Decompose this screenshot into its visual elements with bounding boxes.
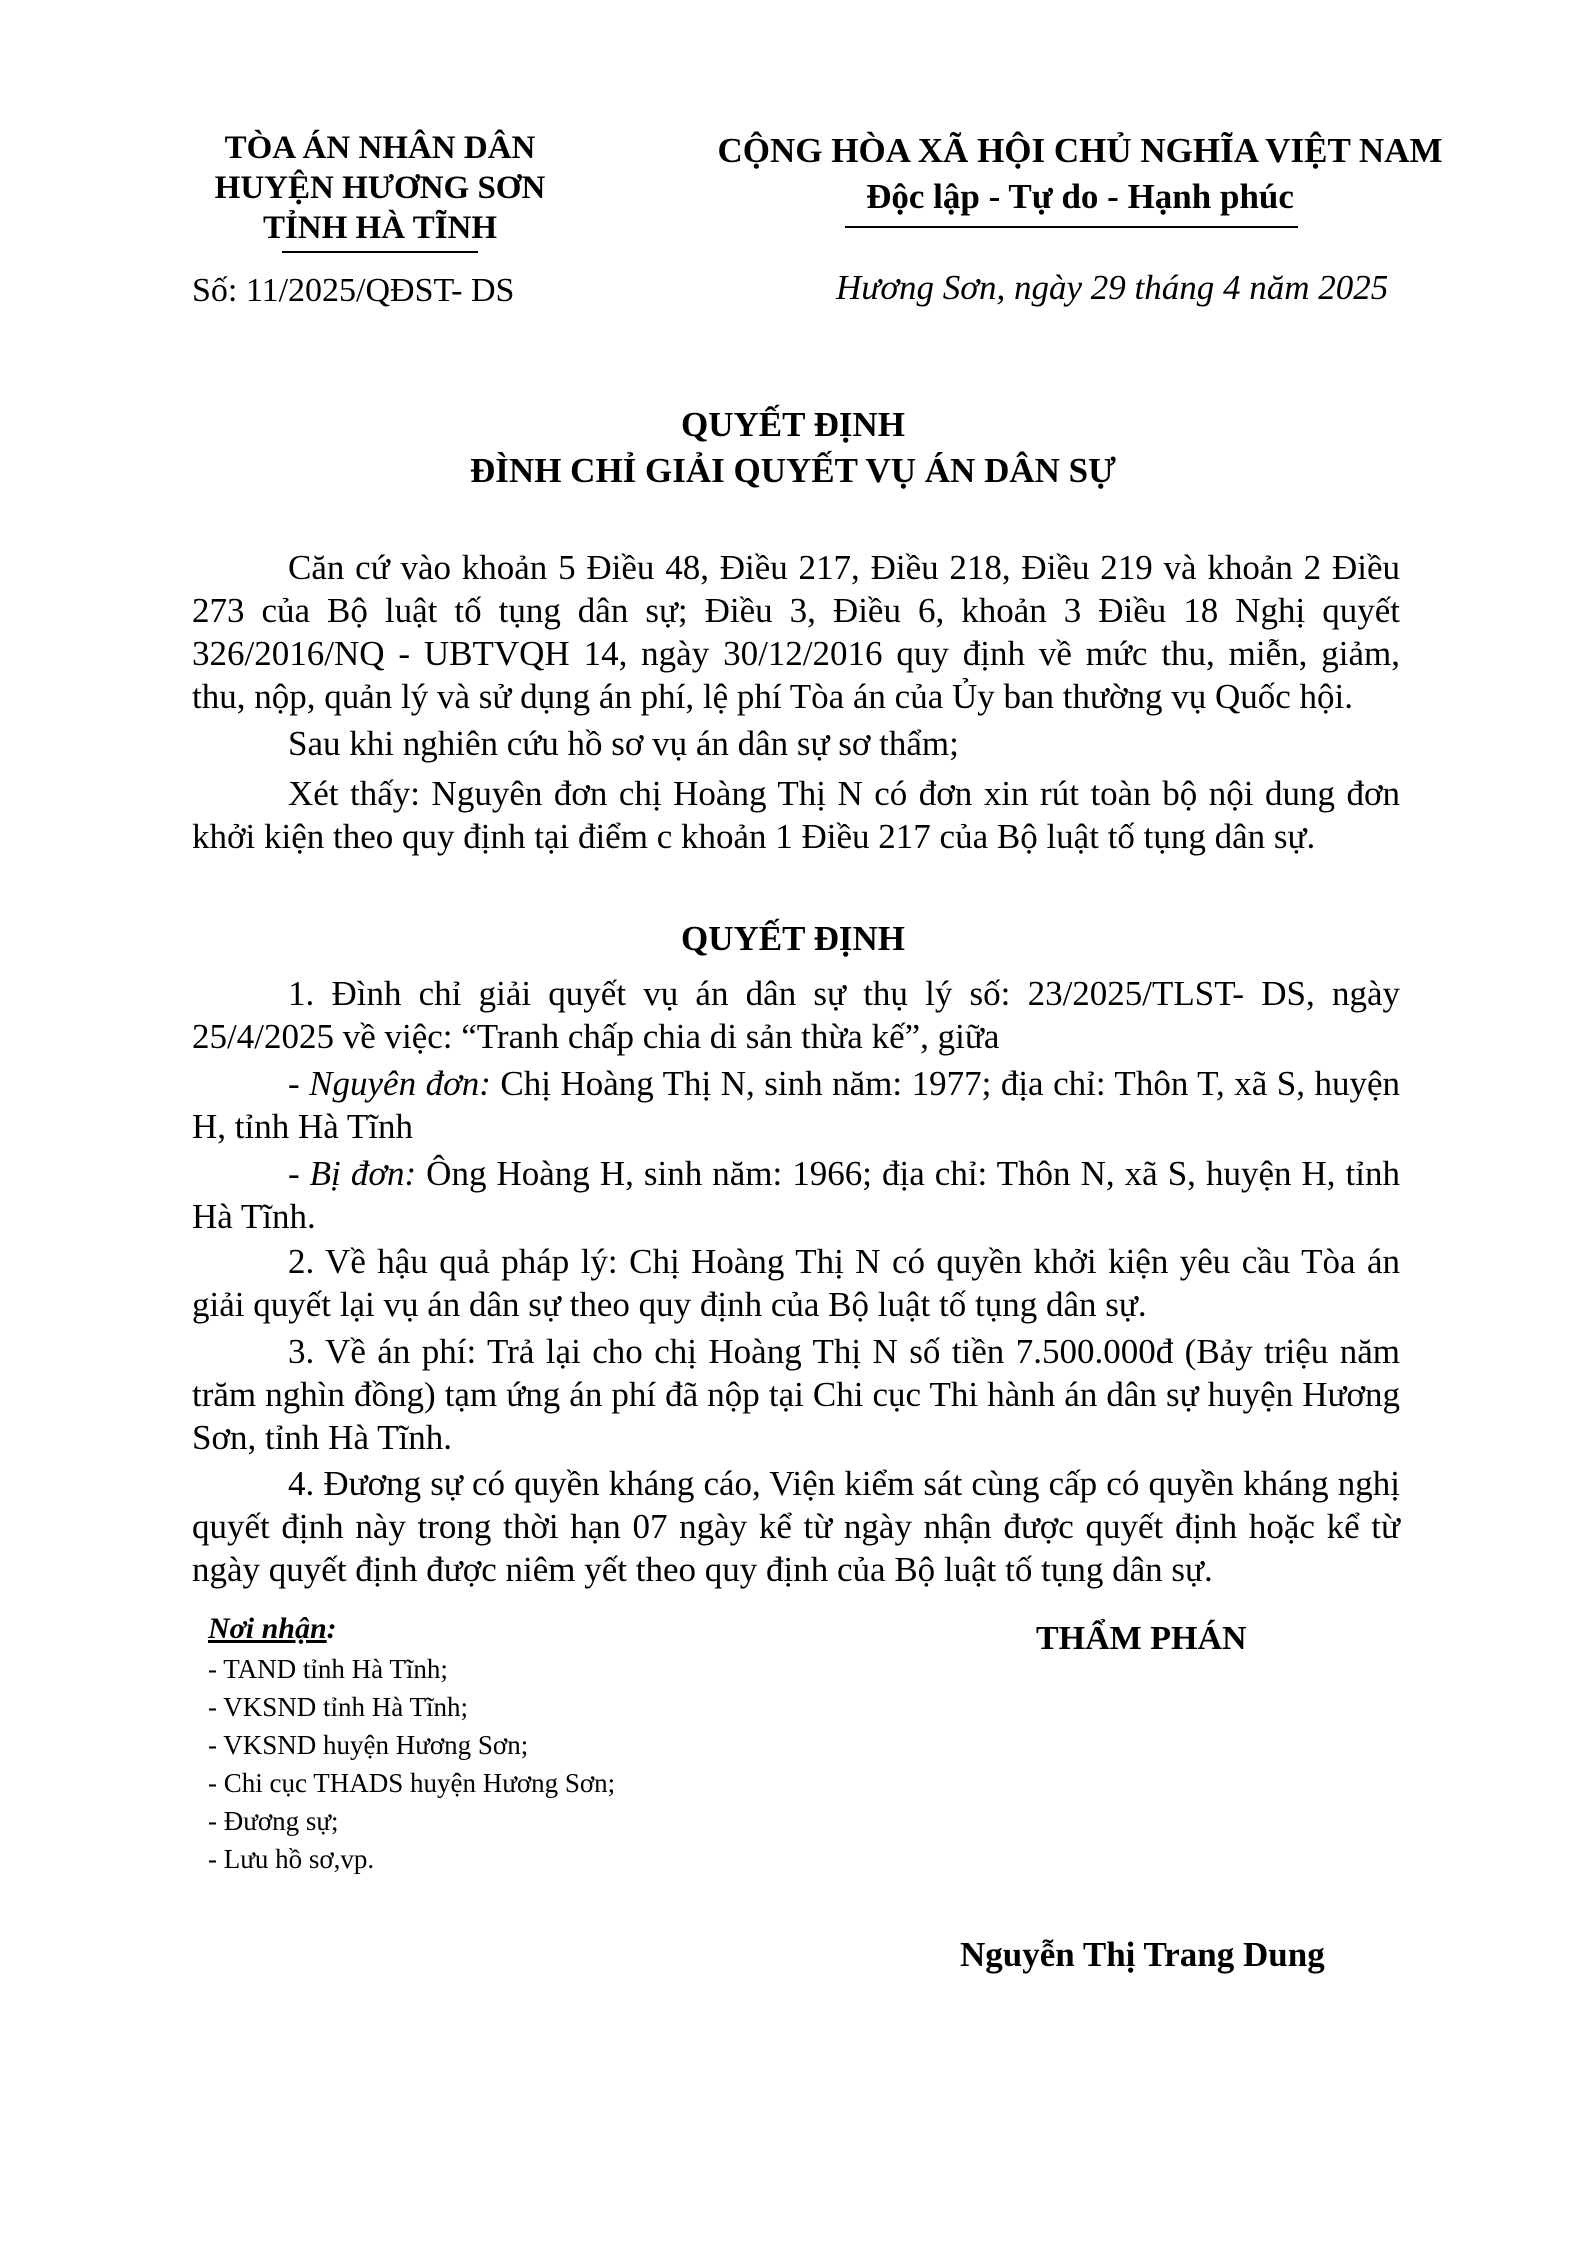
- republic-name: CỘNG HÒA XÃ HỘI CHỦ NGHĨA VIỆT NAM: [717, 131, 1443, 170]
- plaintiff-details: Chị Hoàng Thị N, sinh năm: 1977; địa chỉ: Thôn T, xã S, huyện H, tỉnh Hà Tĩnh: [192, 1064, 1400, 1146]
- court-name-line-1: TÒA ÁN NHÂN DÂN: [224, 130, 536, 166]
- recipients-title: Nơi nhận: [208, 1612, 327, 1645]
- decision-item-3: 3. Về án phí: Trả lại cho chị Hoàng Thị N số tiền 7.500.000đ (Bảy triệu năm trăm nghìn đồng) tạm ứng án phí đã nộp tại Chi cục Thi hành án dân sự huyện Hương Sơn, tỉnh Hà Tĩnh.: [192, 1332, 1400, 1457]
- decision-item-2: 2. Về hậu quả pháp lý: Chị Hoàng Thị N có quyền khởi kiện yêu cầu Tòa án giải quyết lại vụ án dân sự theo quy định của Bộ luật tố tụng dân sự.: [192, 1242, 1400, 1324]
- signer-name: Nguyễn Thị Trang Dung: [960, 1935, 1325, 1974]
- court-name-line-3: TỈNH HÀ TĨNH: [262, 210, 498, 246]
- preamble-legal-basis: Căn cứ vào khoản 5 Điều 48, Điều 217, Điều 218, Điều 219 và khoản 2 Điều 273 của Bộ luật tố tụng dân sự; Điều 3, Điều 6, khoản 3 Điều 18 Nghị quyết 326/2016/NQ - UBTVQH 14, ngày 30/12/2016 quy định về mức thu, miễn, giảm, thu, nộp, quản lý và sử dụng án phí, lệ phí Tòa án của Ủy ban thường vụ Quốc hội.: [192, 548, 1400, 716]
- defendant-paragraph: [192, 1152, 1400, 1238]
- recipient-item: - Lưu hồ sơ,vp.: [208, 1844, 375, 1874]
- recipient-item: - Đương sự;: [208, 1806, 339, 1836]
- decision-item-1: 1. Đình chỉ giải quyết vụ án dân sự thụ lý số: 23/2025/TLST- DS, ngày 25/4/2025 về việc: “Tranh chấp chia di sản thừa kế”, giữa: [192, 974, 1400, 1056]
- court-underline: [282, 251, 478, 253]
- recipient-item: - VKSND huyện Hương Sơn;: [208, 1730, 529, 1760]
- national-heading: [700, 128, 1460, 220]
- signer-role: THẨM PHÁN: [1036, 1620, 1247, 1657]
- defendant-details: Ông Hoàng H, sinh năm: 1966; địa chỉ: Thôn N, xã S, huyện H, tỉnh Hà Tĩnh.: [192, 1154, 1401, 1236]
- plaintiff-label: - Nguyên đơn:: [288, 1064, 491, 1103]
- decision-item-4: 4. Đương sự có quyền kháng cáo, Viện kiểm sát cùng cấp có quyền kháng nghị quyết định này trong thời hạn 07 ngày kể từ ngày nhận được quyết định hoặc kể từ ngày quyết định được niêm yết theo quy định của Bộ luật tố tụng dân sự.: [192, 1464, 1400, 1589]
- document-subtitle: ĐÌNH CHỈ GIẢI QUYẾT VỤ ÁN DÂN SỰ: [470, 451, 1116, 490]
- recipient-item: - TAND tỉnh Hà Tĩnh;: [208, 1654, 448, 1684]
- document-title: QUYẾT ĐỊNH: [681, 405, 905, 444]
- recipients-colon: :: [326, 1612, 337, 1645]
- document-number: Số: 11/2025/QĐST- DS: [192, 272, 515, 309]
- court-name-line-2: HUYỆN HƯƠNG SƠN: [214, 170, 546, 206]
- document-date: Hương Sơn, ngày 29 tháng 4 năm 2025: [836, 268, 1389, 307]
- recipients-heading: [208, 1612, 337, 1646]
- national-motto: Độc lập - Tự do - Hạnh phúc: [866, 177, 1294, 216]
- motto-underline: [845, 226, 1298, 228]
- recipient-item: - Chi cục THADS huyện Hương Sơn;: [208, 1768, 616, 1798]
- preamble-findings: Xét thấy: Nguyên đơn chị Hoàng Thị N có đơn xin rút toàn bộ nội dung đơn khởi kiện theo quy định tại điểm c khoản 1 Điều 217 của Bộ luật tố tụng dân sự.: [192, 774, 1400, 856]
- plaintiff-paragraph: [192, 1062, 1400, 1148]
- court-name-block: [160, 128, 600, 248]
- recipient-item: - VKSND tỉnh Hà Tĩnh;: [208, 1692, 469, 1722]
- decision-heading: QUYẾT ĐỊNH: [681, 919, 905, 958]
- preamble-review: Sau khi nghiên cứu hồ sơ vụ án dân sự sơ thẩm;: [288, 724, 959, 763]
- defendant-label: - Bị đơn:: [288, 1154, 417, 1193]
